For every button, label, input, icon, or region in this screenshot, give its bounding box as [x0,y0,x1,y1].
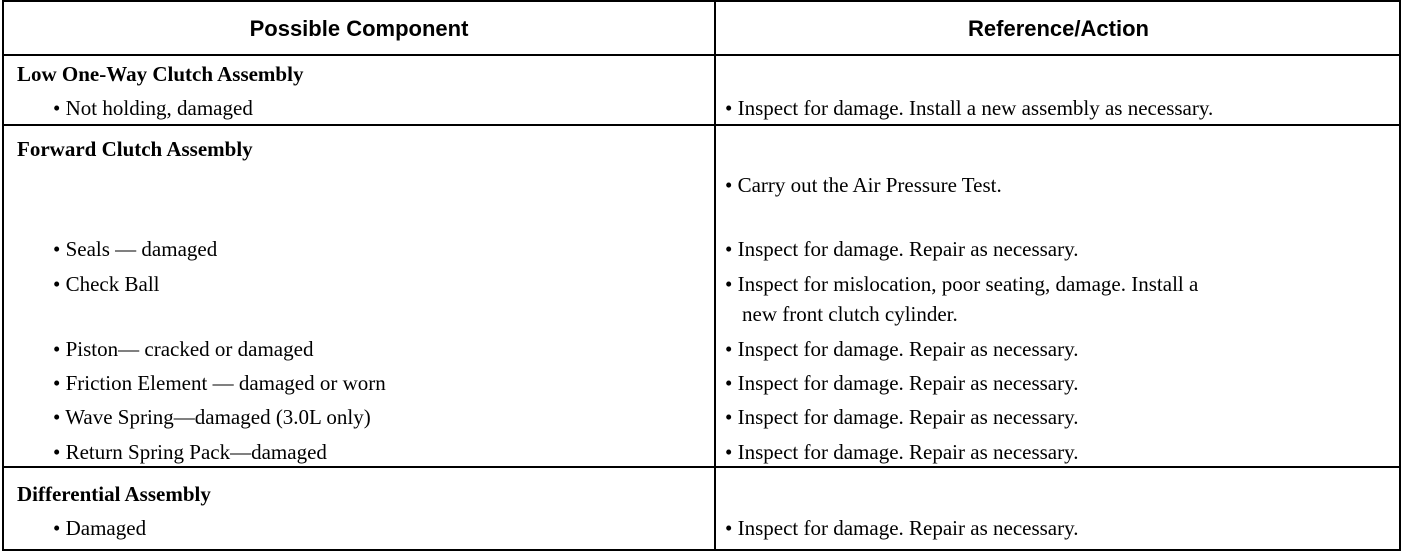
component-item: • Return Spring Pack—damaged [53,439,327,465]
row-divider [4,124,1399,126]
diagnosis-table [2,0,1401,551]
action-item: • Inspect for damage. Repair as necessary. [725,439,1079,465]
action-item: • Inspect for damage. Install a new assembly as necessary. [725,95,1213,121]
action-item: • Inspect for damage. Repair as necessary. [725,336,1079,362]
section-title-differential: Differential Assembly [17,482,211,506]
row-divider [4,466,1399,468]
header-reference-action: Reference/Action [968,16,1149,41]
action-item: • Inspect for damage. Repair as necessary. [725,404,1079,430]
action-item: • Inspect for damage. Repair as necessary. [725,515,1079,541]
component-item: • Not holding, damaged [53,95,253,121]
section-title-forward-clutch: Forward Clutch Assembly [17,137,253,161]
section-action: • Carry out the Air Pressure Test. [725,172,1002,198]
component-item: • Piston— cracked or damaged [53,336,313,362]
section-title-low-one-way-clutch: Low One-Way Clutch Assembly [17,62,304,86]
component-item: • Wave Spring—damaged (3.0L only) [53,404,371,430]
component-item: • Damaged [53,515,146,541]
component-item: • Check Ball [53,271,160,297]
action-item: • Inspect for damage. Repair as necessary. [725,236,1079,262]
action-item: • Inspect for mislocation, poor seating, damage. Install a [725,271,1198,297]
header-possible-component: Possible Component [249,16,469,41]
component-item: • Friction Element — damaged or worn [53,370,386,396]
action-item-continuation: new front clutch cylinder. [742,302,958,326]
action-item: • Inspect for damage. Repair as necessary. [725,370,1079,396]
component-item: • Seals — damaged [53,236,217,262]
